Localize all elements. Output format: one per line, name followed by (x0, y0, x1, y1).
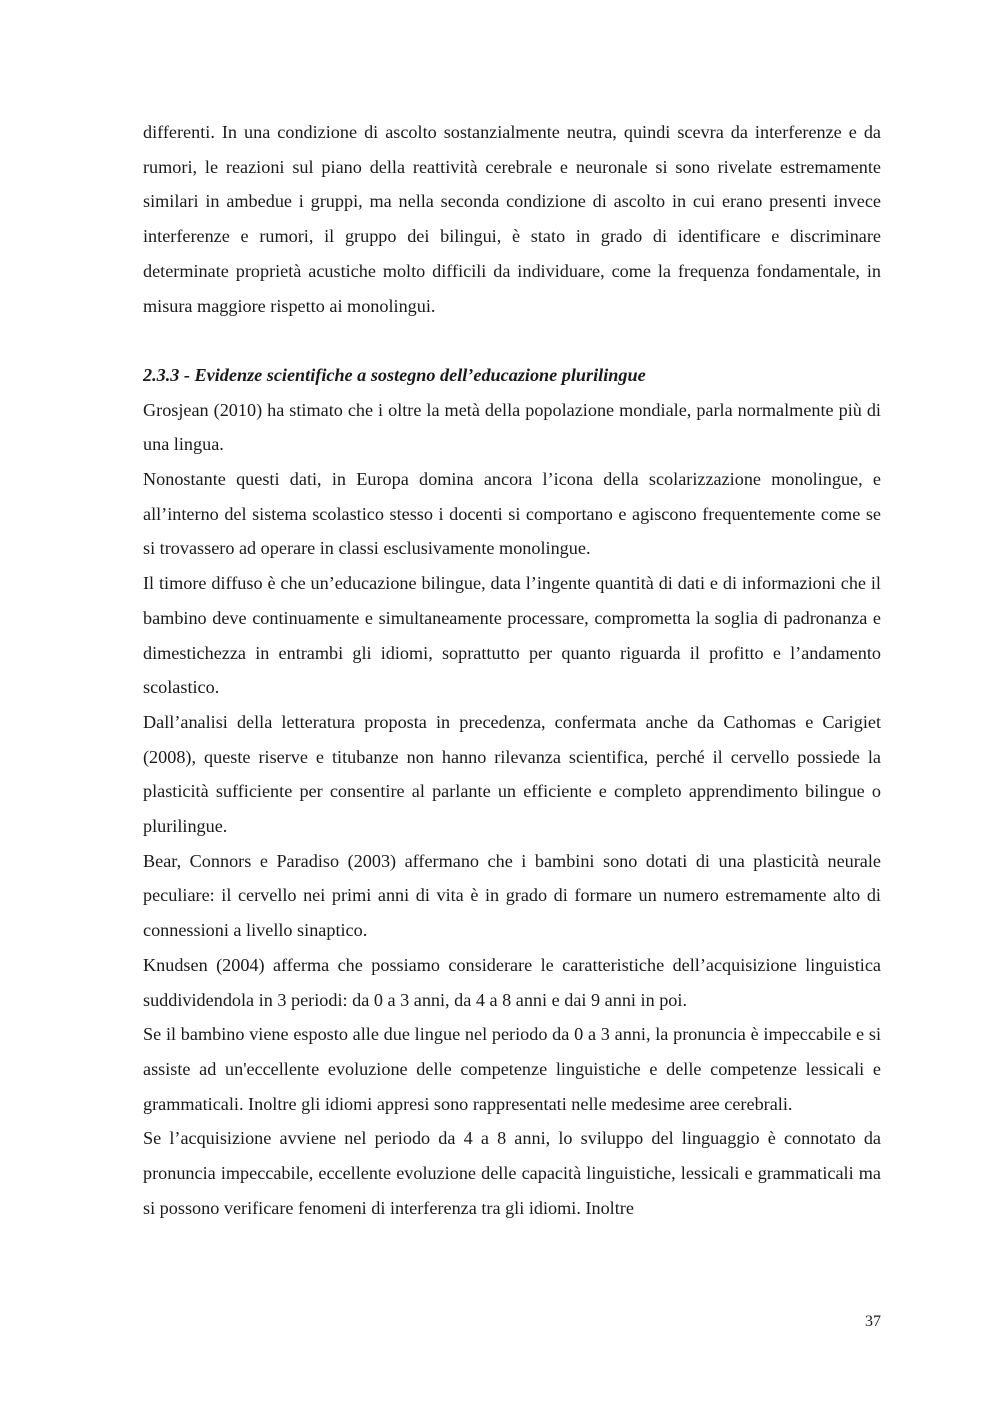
paragraph-period-4-8: Se l’acquisizione avviene nel periodo da 4 a 8 anni, lo sviluppo del linguaggio è connotato da pronuncia impeccabile, eccellente evoluzione delle capacità linguistiche, lessicali e grammaticali ma si possono verificare fenomeni di interferenza tra gli idiomi. Inoltre (143, 1128, 881, 1218)
paragraph-timore: Il timore diffuso è che un’educazione bilingue, data l’ingente quantità di dati e di informazioni che il bambino deve continuamente e simultaneamente processare, comprometta la soglia di padronanza e dimestichezza in entrambi gli idiomi, soprattutto per quanto riguarda il profitto e l’andamento scolastico. (143, 573, 881, 698)
paragraph-intro: differenti. In una condizione di ascolto sostanzialmente neutra, quindi scevra da interferenze e da rumori, le reazioni sul piano della reattività cerebrale e neuronale si sono rivelate estremamente similari in ambedue i gruppi, ma nella seconda condizione di ascolto in cui erano presenti invece interferenze e rumori, il gruppo dei bilingui, è stato in grado di identificare e discriminare determinate proprietà acustiche molto difficili da individuare, come la frequenza fondamentale, in misura maggiore rispetto ai monolingui. (143, 122, 881, 316)
paragraph-analisi: Dall’analisi della letteratura proposta in precedenza, confermata anche da Cathomas e Carigiet (2008), queste riserve e titubanze non hanno rilevanza scientifica, perché il cervello possiede la plasticità sufficiente per consentire al parlante un efficiente e completo apprendimento bilingue o plurilingue. (143, 711, 881, 837)
paragraph-europe: Nonostante questi dati, in Europa domina ancora l’icona della scolarizzazione monolingue, e all’interno del sistema scolastico stesso i docenti si comportano e agiscono frequentemente come se si trovassero ad operare in classi esclusivamente monolingue. (143, 469, 881, 559)
paragraph-bear: Bear, Connors e Paradiso (2003) affermano che i bambini sono dotati di una plasticità neurale peculiare: il cervello nei primi anni di vita è in grado di formare un numero estremamente alto di connessioni a livello sinaptico. (143, 850, 881, 941)
page-body (143, 115, 881, 1225)
section-heading: 2.3.3 - Evidenze scientifiche a sostegno dell’educazione plurilingue (143, 364, 646, 385)
paragraph-period-0-3: Se il bambino viene esposto alle due lingue nel periodo da 0 a 3 anni, la pronuncia è impeccabile e si assiste ad un'eccellente evoluzione delle competenze linguistiche e delle competenze lessicali e grammaticali. Inoltre gli idiomi appresi sono rappresentati nelle medesime aree cerebrali. (143, 1024, 881, 1114)
page-number: 37 (865, 1313, 881, 1330)
paragraph-knudsen: Knudsen (2004) afferma che possiamo considerare le caratteristiche dell’acquisizione linguistica suddividendola in 3 periodi: da 0 a 3 anni, da 4 a 8 anni e dai 9 anni in poi. (143, 954, 881, 1010)
paragraph-grosjean: Grosjean (2010) ha stimato che i oltre la metà della popolazione mondiale, parla normalmente più di una lingua. (143, 399, 881, 455)
